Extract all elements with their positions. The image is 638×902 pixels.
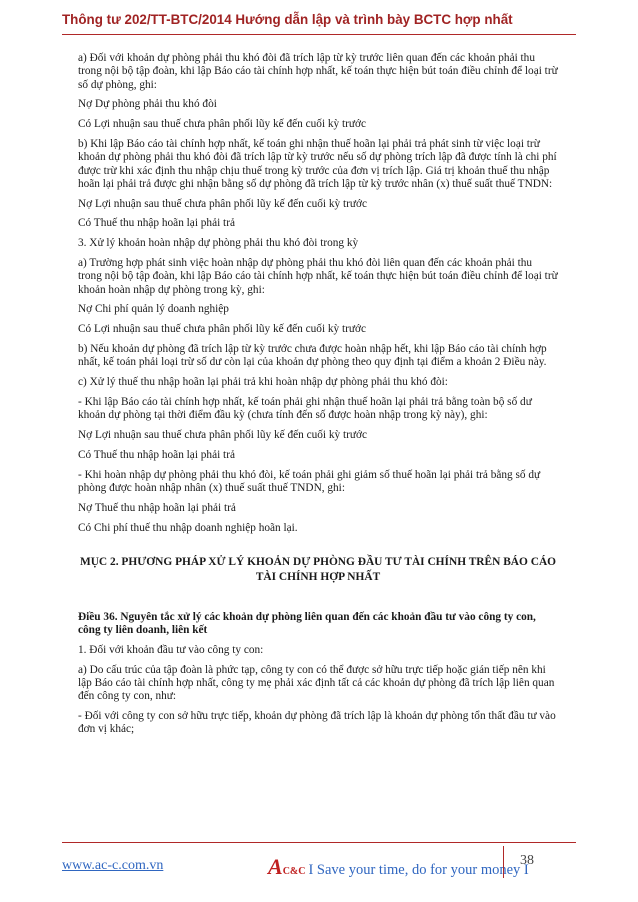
paragraph: Có Lợi nhuận sau thuế chưa phân phối lũy kế đến cuối kỳ trước bbox=[78, 118, 367, 131]
paragraph: Nợ Thuế thu nhập hoãn lại phải trả bbox=[78, 501, 236, 514]
paragraph: Có Chi phí thuế thu nhập doanh nghiệp hoãn lại. bbox=[78, 521, 298, 534]
paragraph: Nợ Lợi nhuận sau thuế chưa phân phối lũy kế đến cuối kỳ trước bbox=[78, 429, 367, 442]
paragraph: - Khi hoàn nhập dự phòng phải thu khó đòi, kế toán phải ghi giảm số thuế hoãn lại phải trả bằng số dự phòng được hoàn nhập nhân (x) thuế suất thuế TNDN, ghi: bbox=[78, 468, 541, 494]
footer-divider bbox=[62, 842, 576, 843]
section-heading: MỤC 2. PHƯƠNG PHÁP XỬ LÝ KHOẢN DỰ PHÒNG ĐẦU TƯ TÀI CHÍNH TRÊN BÁO CÁO TÀI CHÍNH HỢP NHẤT bbox=[79, 555, 557, 583]
paragraph: 3. Xử lý khoản hoàn nhập dự phòng phải thu khó đòi trong kỳ bbox=[78, 237, 359, 250]
document-title: Thông tư 202/TT-BTC/2014 Hướng dẫn lập và trình bày BCTC hợp nhất bbox=[62, 12, 513, 27]
article-heading: Điều 36. Nguyên tắc xử lý các khoản dự phòng liên quan đến các khoản đầu tư vào công ty con, công ty liên doanh, liên kết bbox=[78, 610, 536, 637]
page-header bbox=[62, 12, 576, 42]
paragraph: c) Xử lý thuế thu nhập hoãn lại phải trả khi hoàn nhập dự phòng phải thu khó đòi: bbox=[78, 376, 448, 389]
paragraph: b) Nếu khoản dự phòng đã trích lập từ kỳ trước chưa được hoàn nhập hết, khi lập Báo cáo tài chính hợp nhất, kế toán phải loại trừ số dư còn lại của khoản dự phòng theo quy định tại điểm a khoản 2 Điều này. bbox=[78, 343, 547, 369]
footer-brand bbox=[268, 854, 529, 880]
page-content bbox=[78, 52, 558, 743]
paragraph: a) Do cấu trúc của tập đoàn là phức tạp, công ty con có thể được sở hữu trực tiếp hoặc gián tiếp nên khi lập Báo cáo tài chính hợp nhất, công ty mẹ phải xác định tất cả các khoản dự phòng đã trích lập liên quan đến công ty con, như: bbox=[78, 663, 555, 703]
paragraph: - Đối với công ty con sở hữu trực tiếp, khoản dự phòng đã trích lập là khoản dự phòng tổn thất đầu tư vào đơn vị khác; bbox=[78, 710, 556, 736]
slogan: I Save your time, do for your money I bbox=[308, 862, 529, 878]
paragraph: Nợ Chi phí quản lý doanh nghiệp bbox=[78, 303, 229, 316]
paragraph: Nợ Dự phòng phải thu khó đòi bbox=[78, 98, 217, 111]
paragraph: 1. Đối với khoản đầu tư vào công ty con: bbox=[78, 643, 264, 656]
paragraph: a) Đối với khoản dự phòng phải thu khó đòi đã trích lập từ kỳ trước liên quan đến các khoản phải thu trong nội bộ tập đoàn, khi lập Báo cáo tài chính hợp nhất, kế toán thực hiện bút toán điều chỉnh để loại trừ số dự phòng, ghi: bbox=[78, 52, 558, 91]
paragraph: Có Thuế thu nhập hoãn lại phải trả bbox=[78, 217, 235, 230]
footer-separator bbox=[503, 846, 504, 878]
paragraph: b) Khi lập Báo cáo tài chính hợp nhất, kế toán ghi nhận thuế hoãn lại phải trả phát sinh từ việc loại trừ khoản dự phòng phải thu khó đòi đã trích lập từ kỳ trước nếu số dự phòng trích lập đã được tính là chi phí được trừ khi xác định thu nhập chịu thuế trong kỳ trước của đơn vị trích lập. Giá trị khoản thuế thu nhập hoãn lại phải trả được ghi nhận bằng số dự phòng đã trích lập từ kỳ trước nhân (x) thuế suất thuế TNDN: bbox=[78, 137, 557, 190]
paragraph: - Khi lập Báo cáo tài chính hợp nhất, kế toán phải ghi nhận thuế hoãn lại phải trả bằng toàn bộ số dư khoản dự phòng tại thời điểm đầu kỳ (chưa tính đến số được hoàn nhập trong kỳ này), ghi: bbox=[78, 395, 532, 422]
page-footer bbox=[62, 842, 576, 882]
page-number: 38 bbox=[520, 853, 534, 868]
header-divider bbox=[62, 34, 576, 35]
paragraph: Có Thuế thu nhập hoãn lại phải trả bbox=[78, 448, 235, 461]
website-link[interactable]: www.ac-c.com.vn bbox=[62, 858, 164, 873]
paragraph: Có Lợi nhuận sau thuế chưa phân phối lũy kế đến cuối kỳ trước bbox=[78, 323, 367, 336]
company-logo: AC&C bbox=[268, 854, 306, 879]
paragraph: Nợ Lợi nhuận sau thuế chưa phân phối lũy kế đến cuối kỳ trước bbox=[78, 197, 367, 210]
paragraph: a) Trường hợp phát sinh việc hoàn nhập dự phòng phải thu khó đòi liên quan đến các khoản phải thu trong nội bộ tập đoàn, khi lập Báo cáo tài chính hợp nhất, kế toán thực hiện bút toán điều chỉnh để loại trừ khoản hoàn nhập dự phòng trong kỳ, ghi: bbox=[78, 257, 558, 296]
